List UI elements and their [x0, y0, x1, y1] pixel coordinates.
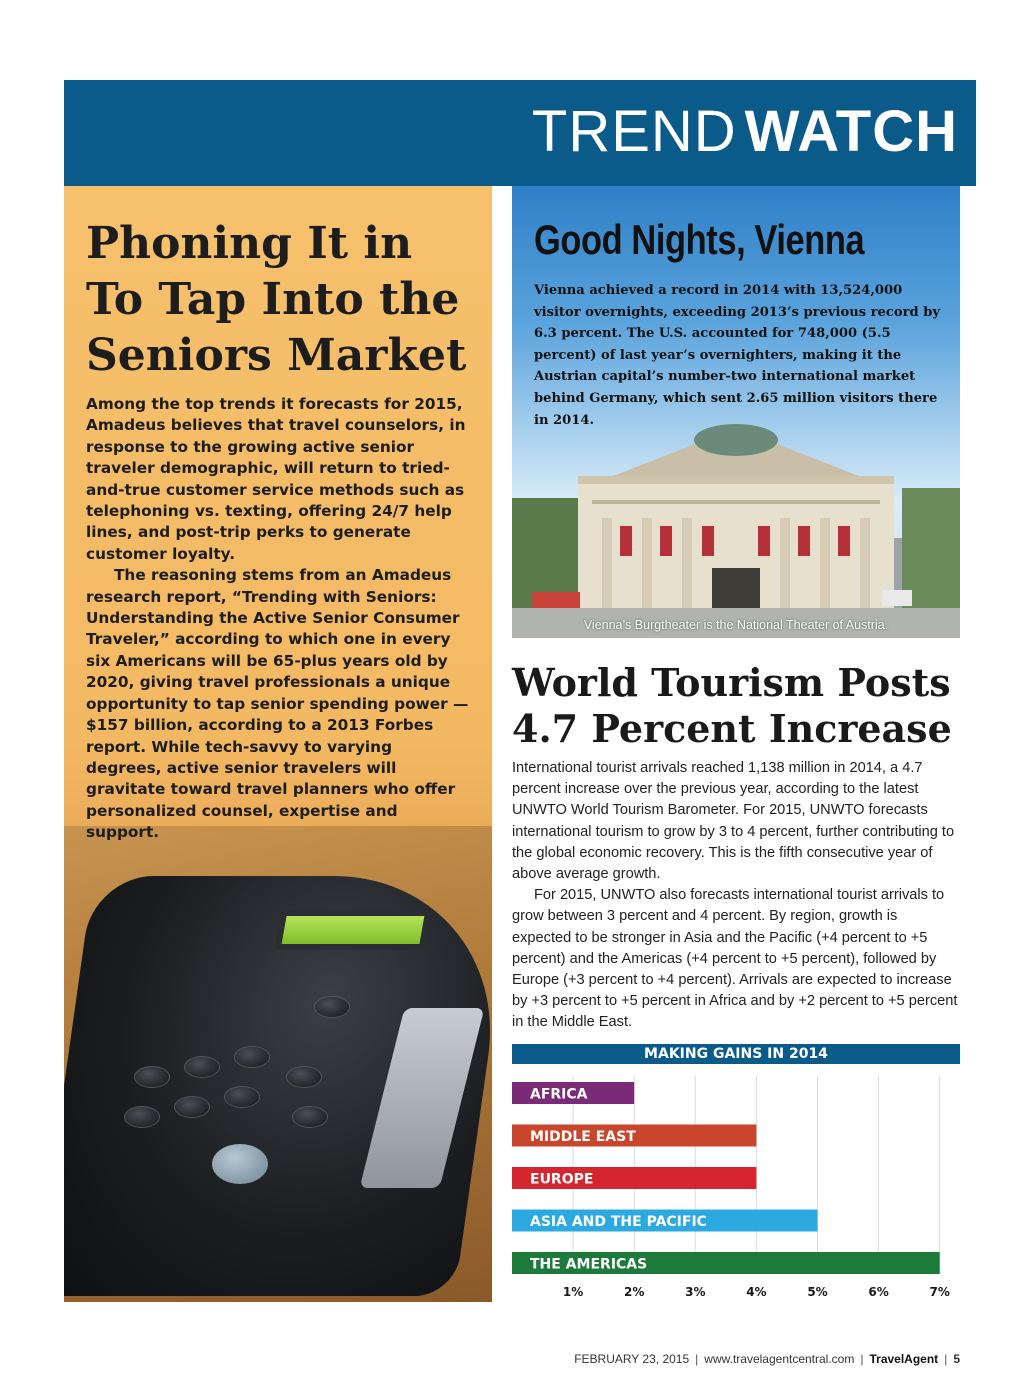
section-title-bold: WATCH: [744, 99, 958, 164]
phone-key: [124, 1106, 160, 1128]
footer-separator: |: [860, 1352, 864, 1366]
page-number: 5: [953, 1352, 960, 1366]
phone-key: [292, 1106, 328, 1128]
world-tourism-paragraph-1: International tourist arrivals reached 1,138 million in 2014, a 4.7 percent increase over the previous year, according to the latest UNWTO World Tourism Barometer. For 2015, UNWTO forecasts international tourism to grow by 3 to 4 percent, further contributing to the global economic recovery. This is the fifth consecutive year of above average growth.: [512, 760, 955, 883]
vienna-article: [512, 186, 960, 638]
section-title: [532, 100, 958, 164]
chart-bar-label: THE AMERICAS: [530, 1256, 648, 1273]
vienna-body: Vienna achieved a record in 2014 with 13,524,000 visitor overnights, exceeding 2013’s previous record by 6.3 percent. The U.S. accounted for 748,000 (5.5 percent) of last year’s overnighters, making it the Austrian capital’s number-two international market behind Germany, which sent 2.65 million visitors there in 2014.: [534, 283, 940, 428]
chart-bar-label: ASIA AND THE PACIFIC: [530, 1214, 707, 1230]
phone-display: [274, 910, 431, 950]
world-tourism-headline: World Tourism Posts 4.7 Percent Increase: [512, 660, 952, 751]
page-footer: [574, 1352, 960, 1366]
chart-tick-label: 6%: [868, 1285, 889, 1299]
seniors-body: [86, 394, 470, 844]
chart-tick-label: 2%: [624, 1285, 645, 1299]
chart-bar-label: EUROPE: [530, 1171, 594, 1188]
speaker-button-image: [212, 1144, 268, 1184]
section-header-band: [64, 80, 976, 186]
phone-key: [234, 1046, 270, 1068]
phone-key: [184, 1056, 220, 1078]
seniors-article: [64, 186, 492, 1302]
gains-bar-chart: [512, 1068, 960, 1302]
chart-tick-label: 7%: [929, 1285, 950, 1299]
vienna-headline: Good Nights, Vienna: [534, 216, 865, 263]
seniors-paragraph-1: Among the top trends it forecasts for 2015, Amadeus believes that travel counselors, in response to the growing active senior traveler demographic, will return to tried-and-true customer service methods such as telephoning vs. texting, offering 24/7 help lines, and post-trip perks to generate customer loyalty.: [86, 395, 466, 563]
vienna-photo-caption: Vienna’s Burgtheater is the National Theater of Austria.: [583, 618, 889, 632]
burgtheater-photo: [512, 418, 960, 638]
phone-key: [224, 1086, 260, 1108]
footer-separator: |: [695, 1352, 699, 1366]
phone-key: [314, 996, 350, 1018]
seniors-paragraph-2: The reasoning stems from an Amadeus research report, “Trending with Seniors: Understanding the Active Senior Consumer Traveler,” according to which one in every six Americans will be 65-plus years old by 2020, giving travel professionals a unique opportunity to tap senior spending power — $157 billion, according to a 2013 Forbes report. While tech-savvy to varying degrees, active senior travelers will gravitate toward travel planners who offer personalized counsel, expertise and support.: [86, 566, 469, 842]
chart-tick-label: 5%: [807, 1285, 828, 1299]
phone-key: [134, 1066, 170, 1088]
world-tourism-body: [512, 758, 960, 1034]
chart-bar-label: AFRICA: [530, 1086, 588, 1103]
chart-tick-label: 4%: [746, 1285, 767, 1299]
footer-date: FEBRUARY 23, 2015: [574, 1352, 690, 1366]
section-title-light: TREND: [531, 99, 737, 164]
chart-bar-label: MIDDLE EAST: [530, 1129, 636, 1145]
phone-key: [174, 1096, 210, 1118]
chart-tick-label: 1%: [562, 1285, 584, 1299]
seniors-headline: Phoning It in To Tap Into the Seniors Market: [86, 218, 467, 381]
footer-separator: |: [944, 1352, 948, 1366]
world-tourism-paragraph-2: For 2015, UNWTO also forecasts international tourist arrivals to grow between 3 percent and 4 percent. By region, growth is expected to be stronger in Asia and the Pacific (+4 percent to +5 percent) and the Americas (+4 percent to +5 percent), followed by Europe (+3 percent to +4 percent). Arrivals are expected to increase by +3 percent to +5 percent in Africa and by +2 percent to +5 percent in the Middle East.: [512, 887, 958, 1031]
phone-key: [286, 1066, 322, 1088]
chart-title: MAKING GAINS IN 2014: [512, 1044, 960, 1064]
chart-tick-label: 3%: [685, 1285, 706, 1299]
chart-svg: [512, 1068, 960, 1302]
footer-url[interactable]: www.travelagentcentral.com: [704, 1352, 855, 1366]
footer-brand: TravelAgent: [869, 1352, 939, 1366]
